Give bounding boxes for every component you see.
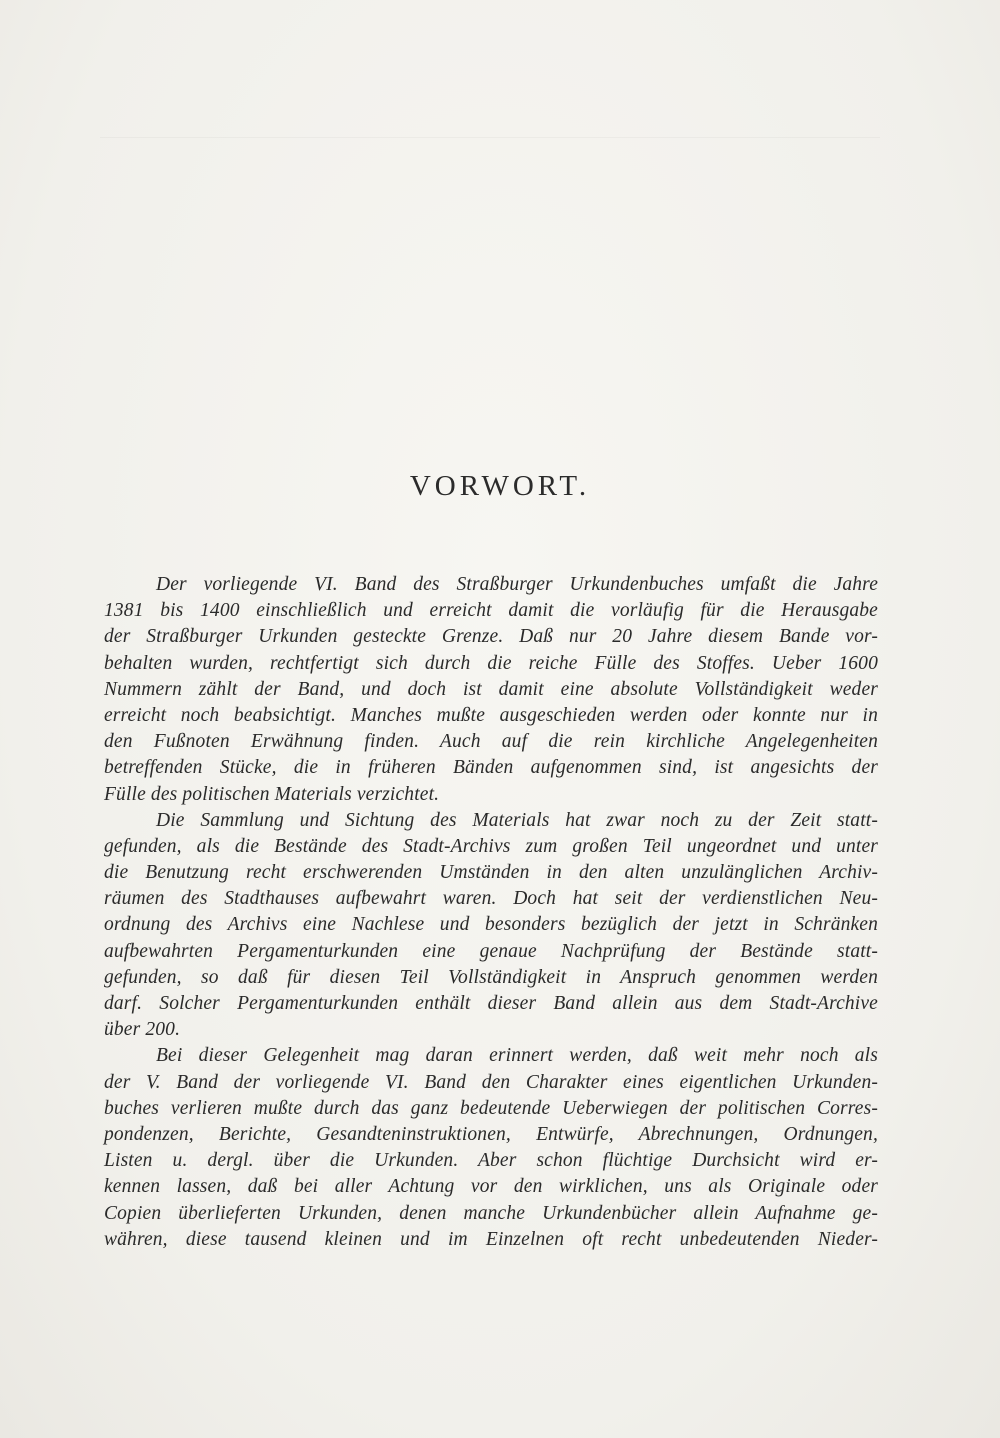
text-line: gefunden, so daß für diesen Teil Vollständigkeit in Anspruch genommen werden [104, 966, 878, 988]
text-line: räumen des Stadthauses aufbewahrt waren. Doch hat seit der verdienstlichen Neu- [104, 888, 878, 910]
text-line: erreicht noch beabsichtigt. Manches mußte ausgeschieden werden oder konnte nur in [104, 704, 878, 726]
text-line: gefunden, als die Bestände des Stadt-Archivs zum großen Teil ungeordnet und unter [104, 835, 878, 857]
text-line: der Straßburger Urkunden gesteckte Grenze. Daß nur 20 Jahre diesem Bande vor- [104, 626, 878, 648]
text-line: betreffenden Stücke, die in früheren Bänden aufgenommen sind, ist angesichts der [104, 757, 878, 779]
text-line: Nummern zählt der Band, und doch ist damit eine absolute Vollständigkeit weder [104, 678, 878, 700]
text-line: Bei dieser Gelegenheit mag daran erinnert werden, daß weit mehr noch als [156, 1045, 878, 1067]
text-line: behalten wurden, rechtfertigt sich durch die reiche Fülle des Stoffes. Ueber 1600 [104, 652, 878, 674]
text-line: währen, diese tausend kleinen und im Einzelnen oft recht unbedeutenden Nieder- [104, 1228, 878, 1250]
text-line: Fülle des politischen Materials verzichtet. [104, 783, 440, 805]
page-title: VORWORT. [409, 470, 591, 502]
text-line: ordnung des Archivs eine Nachlese und besonders bezüglich der jetzt in Schränken [104, 914, 878, 936]
text-line: der V. Band der vorliegende VI. Band den Charakter eines eigentlichen Urkunden- [104, 1071, 878, 1093]
text-line: die Benutzung recht erschwerenden Umständen in den alten unzulänglichen Archiv- [104, 862, 878, 884]
text-line: buches verlieren mußte durch das ganz bedeutende Ueberwiegen der politischen Corres- [104, 1097, 878, 1119]
text-line: Der vorliegende VI. Band des Straßburger Urkundenbuches umfaßt die Jahre [156, 574, 878, 595]
text-line: Die Sammlung und Sichtung des Materials hat zwar noch zu der Zeit statt- [156, 809, 878, 831]
bleed-through-texture [100, 110, 880, 440]
text-line: 1381 bis 1400 einschließlich und erreicht damit die vorläufig für die Herausgabe [104, 600, 878, 622]
text-line: aufbewahrten Pergamenturkunden eine genaue Nachprüfung der Bestände statt- [104, 940, 878, 962]
preface-body [104, 572, 878, 1253]
text-line: den Fußnoten Erwähnung finden. Auch auf die rein kirchliche Angelegenheiten [104, 731, 878, 753]
text-line: pondenzen, Berichte, Gesandteninstruktionen, Entwürfe, Abrechnungen, Ordnungen, [104, 1123, 878, 1145]
text-line: über 200. [104, 1019, 181, 1041]
text-line: kennen lassen, daß bei aller Achtung vor den wirklichen, uns als Originale oder [104, 1176, 878, 1198]
text-line: darf. Solcher Pergamenturkunden enthält dieser Band allein aus dem Stadt-Archive [104, 993, 878, 1014]
text-line: Copien überlieferten Urkunden, denen manche Urkundenbücher allein Aufnahme ge- [104, 1202, 878, 1224]
text-line: Listen u. dergl. über die Urkunden. Aber schon flüchtige Durchsicht wird er- [104, 1150, 878, 1172]
